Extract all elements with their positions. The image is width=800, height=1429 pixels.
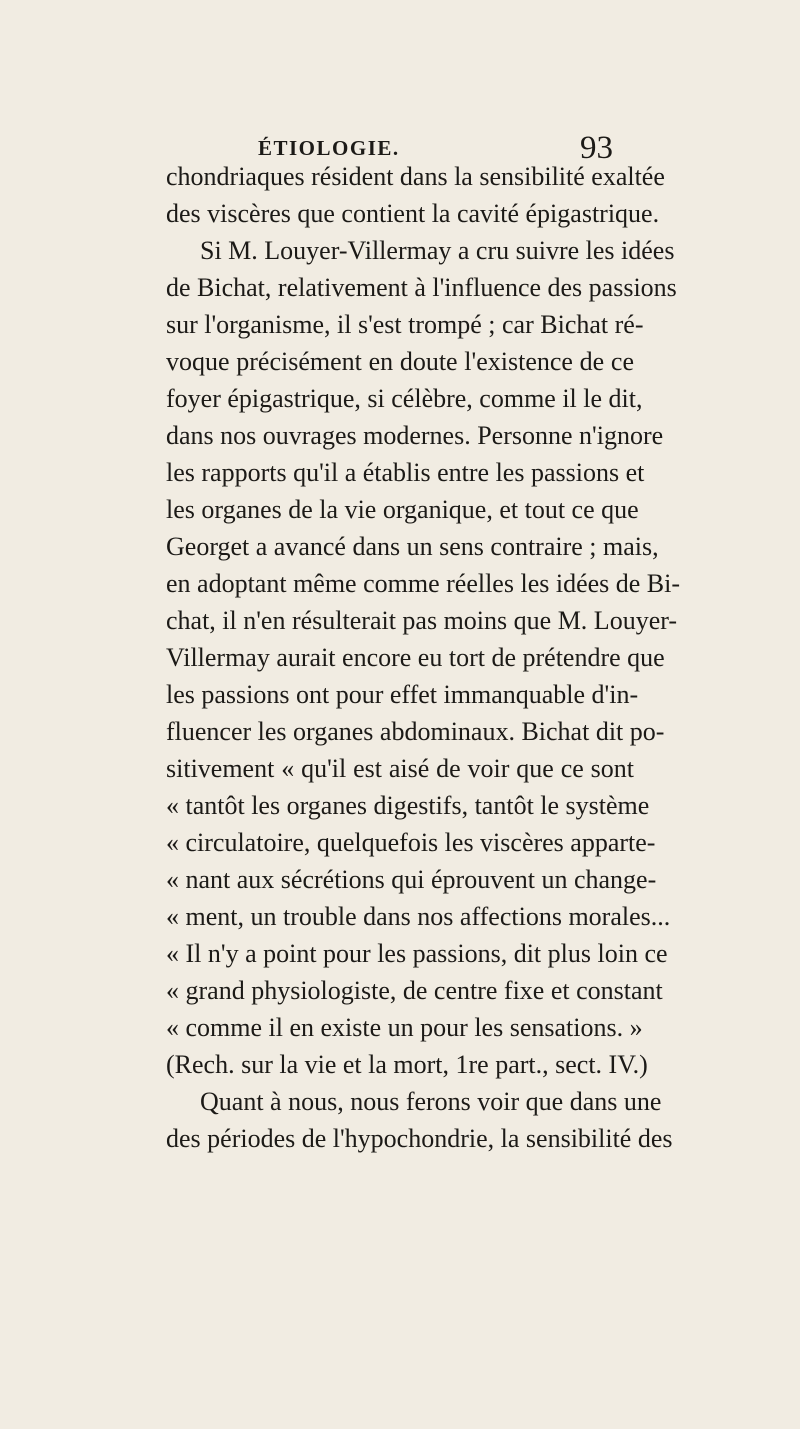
- text-line: de Bichat, relativement à l'influence des passions: [166, 273, 677, 302]
- text-line: chat, il n'en résulterait pas moins que M. Louyer-: [166, 606, 678, 635]
- text-line: des viscères que contient la cavité épigastrique.: [166, 199, 660, 228]
- quote-line: « grand physiologiste, de centre fixe et constant: [166, 976, 663, 1005]
- text-line: Georget a avancé dans un sens contraire ; mais,: [166, 532, 659, 561]
- text-line: fluencer les organes abdominaux. Bichat dit po-: [166, 717, 665, 746]
- quote-line: « comme il en existe un pour les sensations. »: [166, 1013, 643, 1042]
- text-line: les rapports qu'il a établis entre les passions et: [166, 458, 645, 487]
- text-line: les organes de la vie organique, et tout ce que: [166, 495, 639, 524]
- text-line: foyer épigastrique, si célèbre, comme il le dit,: [166, 384, 643, 413]
- page-number: 93: [580, 130, 613, 166]
- quote-line: « ment, un trouble dans nos affections morales...: [166, 902, 671, 931]
- text-line: sur l'organisme, il s'est trompé ; car Bichat ré-: [166, 310, 644, 339]
- text-line: dans nos ouvrages modernes. Personne n'ignore: [166, 421, 664, 450]
- quote-line: « Il n'y a point pour les passions, dit plus loin ce: [166, 939, 668, 968]
- text-line: chondriaques résident dans la sensibilité exaltée: [166, 162, 665, 191]
- text-line: sitivement « qu'il est aisé de voir que ce sont: [166, 754, 634, 783]
- quote-line: « tantôt les organes digestifs, tantôt le système: [166, 791, 650, 820]
- quote-line: « circulatoire, quelquefois les viscères apparte-: [166, 828, 656, 857]
- chapter-title: ÉTIOLOGIE.: [258, 136, 400, 160]
- text-line: les passions ont pour effet immanquable d'in-: [166, 680, 639, 709]
- quote-line: « nant aux sécrétions qui éprouvent un change-: [166, 865, 657, 894]
- body-text: [166, 158, 681, 1157]
- text-line: Villermay aurait encore eu tort de prétendre que: [166, 643, 665, 672]
- text-line: en adoptant même comme réelles les idées de Bi-: [166, 569, 681, 598]
- text-line: Quant à nous, nous ferons voir que dans une: [200, 1087, 662, 1116]
- text-line: voque précisément en doute l'existence de ce: [166, 347, 634, 376]
- text-line: Si M. Louyer-Villermay a cru suivre les idées: [200, 236, 675, 265]
- citation-line: (Rech. sur la vie et la mort, 1re part., sect. IV.): [166, 1050, 648, 1079]
- text-line: des périodes de l'hypochondrie, la sensibilité des: [166, 1124, 673, 1153]
